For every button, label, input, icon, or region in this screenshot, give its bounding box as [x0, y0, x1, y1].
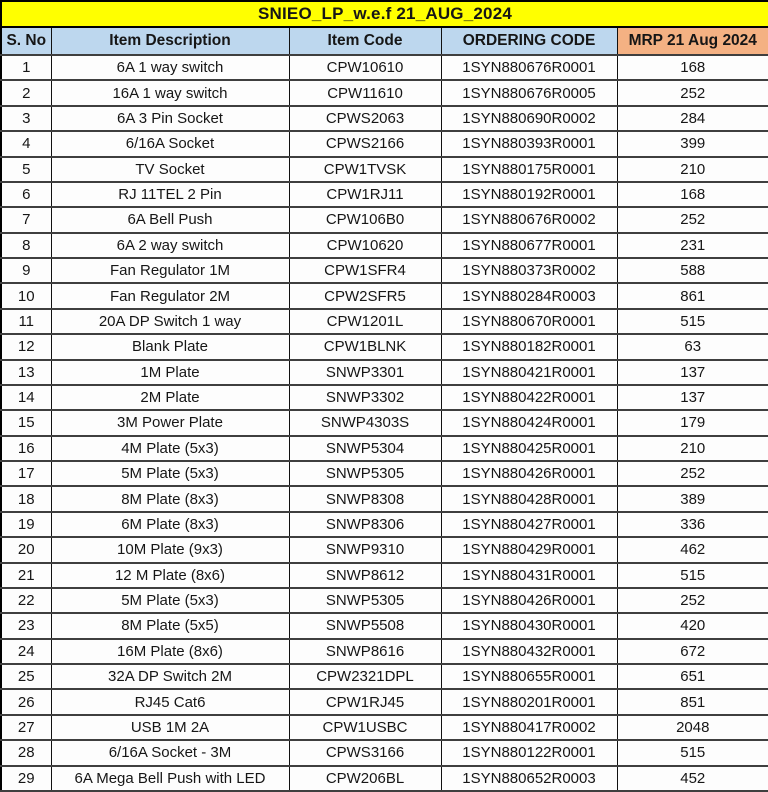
cell-item-code: CPW1BLNK [289, 334, 441, 359]
table-row [1, 639, 768, 664]
table-row [1, 461, 768, 486]
table-row [1, 766, 768, 792]
column-header-mrp: MRP 21 Aug 2024 [617, 27, 768, 55]
cell-item-description: 6A 1 way switch [51, 55, 289, 80]
cell-item-code: SNWP5305 [289, 588, 441, 613]
cell-mrp: 651 [617, 664, 768, 689]
cell-item-description: 20A DP Switch 1 way [51, 309, 289, 334]
table-row [1, 233, 768, 258]
cell-item-code: SNWP8612 [289, 563, 441, 588]
table-row [1, 689, 768, 714]
table-row [1, 334, 768, 359]
cell-mrp: 252 [617, 588, 768, 613]
cell-item-description: 4M Plate (5x3) [51, 436, 289, 461]
cell-item-description: USB 1M 2A [51, 715, 289, 740]
cell-sno: 28 [1, 740, 51, 765]
cell-ordering-code: 1SYN880373R0002 [441, 258, 617, 283]
cell-item-description: 2M Plate [51, 385, 289, 410]
cell-mrp: 252 [617, 80, 768, 105]
cell-item-code: CPW10610 [289, 55, 441, 80]
column-header-ordering-code: ORDERING CODE [441, 27, 617, 55]
cell-mrp: 588 [617, 258, 768, 283]
cell-mrp: 861 [617, 283, 768, 308]
cell-item-code: CPW106B0 [289, 207, 441, 232]
table-row [1, 613, 768, 638]
cell-item-description: 6A Mega Bell Push with LED [51, 766, 289, 792]
table-row [1, 410, 768, 435]
cell-mrp: 284 [617, 106, 768, 131]
cell-ordering-code: 1SYN880425R0001 [441, 436, 617, 461]
cell-sno: 23 [1, 613, 51, 638]
cell-ordering-code: 1SYN880421R0001 [441, 360, 617, 385]
column-header-description: Item Description [51, 27, 289, 55]
cell-ordering-code: 1SYN880652R0003 [441, 766, 617, 792]
cell-ordering-code: 1SYN880670R0001 [441, 309, 617, 334]
cell-sno: 14 [1, 385, 51, 410]
cell-item-description: 5M Plate (5x3) [51, 461, 289, 486]
cell-item-description: TV Socket [51, 157, 289, 182]
cell-item-description: 6M Plate (8x3) [51, 512, 289, 537]
cell-ordering-code: 1SYN880429R0001 [441, 537, 617, 562]
cell-item-description: 5M Plate (5x3) [51, 588, 289, 613]
cell-item-code: SNWP8306 [289, 512, 441, 537]
cell-sno: 5 [1, 157, 51, 182]
cell-mrp: 336 [617, 512, 768, 537]
cell-ordering-code: 1SYN880201R0001 [441, 689, 617, 714]
cell-sno: 29 [1, 766, 51, 792]
cell-ordering-code: 1SYN880428R0001 [441, 486, 617, 511]
cell-item-description: Fan Regulator 1M [51, 258, 289, 283]
cell-item-code: CPW11610 [289, 80, 441, 105]
cell-ordering-code: 1SYN880422R0001 [441, 385, 617, 410]
cell-item-code: CPWS2166 [289, 131, 441, 156]
cell-item-code: CPW206BL [289, 766, 441, 792]
cell-sno: 25 [1, 664, 51, 689]
cell-sno: 20 [1, 537, 51, 562]
table-row [1, 207, 768, 232]
cell-item-code: CPW2321DPL [289, 664, 441, 689]
column-header-row [1, 27, 768, 55]
cell-mrp: 63 [617, 334, 768, 359]
cell-item-description: Blank Plate [51, 334, 289, 359]
cell-ordering-code: 1SYN880122R0001 [441, 740, 617, 765]
table-row [1, 106, 768, 131]
cell-item-code: SNWP8616 [289, 639, 441, 664]
table-row [1, 283, 768, 308]
cell-item-code: SNWP4303S [289, 410, 441, 435]
title-row [1, 1, 768, 27]
cell-mrp: 420 [617, 613, 768, 638]
cell-item-description: 32A DP Switch 2M [51, 664, 289, 689]
cell-item-description: RJ45 Cat6 [51, 689, 289, 714]
cell-mrp: 252 [617, 461, 768, 486]
cell-item-description: 8M Plate (5x5) [51, 613, 289, 638]
cell-item-code: SNWP5508 [289, 613, 441, 638]
cell-ordering-code: 1SYN880393R0001 [441, 131, 617, 156]
cell-sno: 26 [1, 689, 51, 714]
cell-mrp: 462 [617, 537, 768, 562]
cell-item-code: SNWP3301 [289, 360, 441, 385]
cell-item-code: SNWP8308 [289, 486, 441, 511]
cell-item-code: CPW2SFR5 [289, 283, 441, 308]
cell-item-code: CPW1RJ45 [289, 689, 441, 714]
cell-item-description: 8M Plate (8x3) [51, 486, 289, 511]
table-row [1, 563, 768, 588]
cell-sno: 18 [1, 486, 51, 511]
cell-sno: 4 [1, 131, 51, 156]
cell-ordering-code: 1SYN880175R0001 [441, 157, 617, 182]
cell-item-description: 3M Power Plate [51, 410, 289, 435]
cell-sno: 12 [1, 334, 51, 359]
table-row [1, 740, 768, 765]
cell-item-description: RJ 11TEL 2 Pin [51, 182, 289, 207]
table-row [1, 309, 768, 334]
cell-item-description: 6/16A Socket [51, 131, 289, 156]
cell-item-code: SNWP5304 [289, 436, 441, 461]
cell-mrp: 179 [617, 410, 768, 435]
cell-ordering-code: 1SYN880426R0001 [441, 588, 617, 613]
cell-ordering-code: 1SYN880676R0001 [441, 55, 617, 80]
cell-sno: 27 [1, 715, 51, 740]
cell-sno: 11 [1, 309, 51, 334]
cell-item-code: CPWS2063 [289, 106, 441, 131]
cell-mrp: 168 [617, 182, 768, 207]
cell-item-code: CPW1201L [289, 309, 441, 334]
cell-sno: 2 [1, 80, 51, 105]
cell-sno: 15 [1, 410, 51, 435]
cell-mrp: 168 [617, 55, 768, 80]
table-row [1, 182, 768, 207]
cell-ordering-code: 1SYN880430R0001 [441, 613, 617, 638]
cell-item-code: CPW1SFR4 [289, 258, 441, 283]
cell-item-code: SNWP5305 [289, 461, 441, 486]
cell-mrp: 252 [617, 207, 768, 232]
cell-item-code: SNWP9310 [289, 537, 441, 562]
cell-item-code: CPWS3166 [289, 740, 441, 765]
cell-mrp: 2048 [617, 715, 768, 740]
cell-item-code: CPW1RJ11 [289, 182, 441, 207]
table-row [1, 55, 768, 80]
cell-item-description: 16A 1 way switch [51, 80, 289, 105]
cell-sno: 3 [1, 106, 51, 131]
cell-mrp: 515 [617, 309, 768, 334]
table-row [1, 512, 768, 537]
cell-item-description: 6A Bell Push [51, 207, 289, 232]
cell-item-code: CPW1USBC [289, 715, 441, 740]
cell-ordering-code: 1SYN880182R0001 [441, 334, 617, 359]
cell-mrp: 137 [617, 360, 768, 385]
table-row [1, 436, 768, 461]
cell-sno: 16 [1, 436, 51, 461]
cell-ordering-code: 1SYN880677R0001 [441, 233, 617, 258]
table-body [1, 55, 768, 791]
table-row [1, 664, 768, 689]
cell-sno: 10 [1, 283, 51, 308]
cell-mrp: 210 [617, 436, 768, 461]
cell-item-description: 1M Plate [51, 360, 289, 385]
cell-sno: 1 [1, 55, 51, 80]
cell-item-description: 6/16A Socket - 3M [51, 740, 289, 765]
cell-sno: 24 [1, 639, 51, 664]
cell-mrp: 452 [617, 766, 768, 792]
cell-sno: 9 [1, 258, 51, 283]
cell-ordering-code: 1SYN880676R0002 [441, 207, 617, 232]
cell-sno: 13 [1, 360, 51, 385]
cell-sno: 7 [1, 207, 51, 232]
cell-ordering-code: 1SYN880426R0001 [441, 461, 617, 486]
cell-mrp: 210 [617, 157, 768, 182]
cell-item-description: 16M Plate (8x6) [51, 639, 289, 664]
cell-item-description: Fan Regulator 2M [51, 283, 289, 308]
cell-ordering-code: 1SYN880427R0001 [441, 512, 617, 537]
cell-sno: 17 [1, 461, 51, 486]
cell-sno: 21 [1, 563, 51, 588]
column-header-sno: S. No [1, 27, 51, 55]
table-row [1, 486, 768, 511]
table-row [1, 80, 768, 105]
cell-sno: 22 [1, 588, 51, 613]
cell-item-description: 6A 2 way switch [51, 233, 289, 258]
table-row [1, 360, 768, 385]
cell-ordering-code: 1SYN880655R0001 [441, 664, 617, 689]
cell-sno: 6 [1, 182, 51, 207]
cell-item-code: SNWP3302 [289, 385, 441, 410]
table-row [1, 131, 768, 156]
cell-mrp: 137 [617, 385, 768, 410]
table-row [1, 385, 768, 410]
cell-ordering-code: 1SYN880424R0001 [441, 410, 617, 435]
cell-ordering-code: 1SYN880431R0001 [441, 563, 617, 588]
cell-sno: 19 [1, 512, 51, 537]
table-row [1, 537, 768, 562]
cell-ordering-code: 1SYN880417R0002 [441, 715, 617, 740]
table-row [1, 715, 768, 740]
cell-mrp: 515 [617, 740, 768, 765]
cell-mrp: 389 [617, 486, 768, 511]
cell-item-code: CPW10620 [289, 233, 441, 258]
cell-mrp: 231 [617, 233, 768, 258]
cell-item-description: 12 M Plate (8x6) [51, 563, 289, 588]
cell-mrp: 399 [617, 131, 768, 156]
cell-ordering-code: 1SYN880676R0005 [441, 80, 617, 105]
cell-ordering-code: 1SYN880690R0002 [441, 106, 617, 131]
column-header-item-code: Item Code [289, 27, 441, 55]
table-row [1, 258, 768, 283]
cell-ordering-code: 1SYN880284R0003 [441, 283, 617, 308]
cell-ordering-code: 1SYN880192R0001 [441, 182, 617, 207]
page-title: SNIEO_LP_w.e.f 21_AUG_2024 [1, 1, 768, 27]
cell-mrp: 672 [617, 639, 768, 664]
cell-item-description: 10M Plate (9x3) [51, 537, 289, 562]
cell-item-code: CPW1TVSK [289, 157, 441, 182]
cell-mrp: 515 [617, 563, 768, 588]
table-row [1, 588, 768, 613]
table-row [1, 157, 768, 182]
cell-sno: 8 [1, 233, 51, 258]
cell-ordering-code: 1SYN880432R0001 [441, 639, 617, 664]
cell-mrp: 851 [617, 689, 768, 714]
cell-item-description: 6A 3 Pin Socket [51, 106, 289, 131]
